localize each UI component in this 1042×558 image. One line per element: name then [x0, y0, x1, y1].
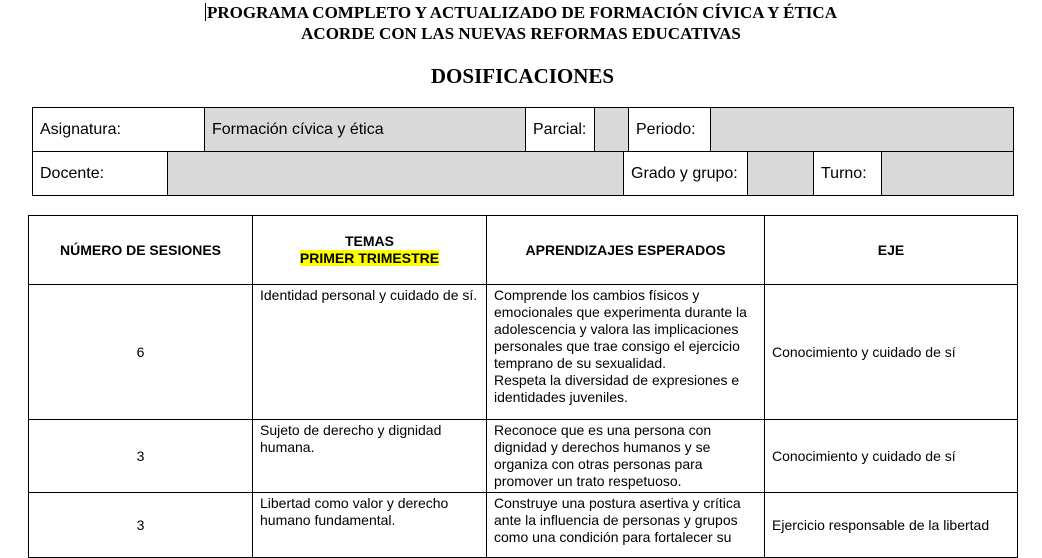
parcial-field[interactable]	[595, 108, 629, 152]
asignatura-field[interactable]: Formación cívica y ética	[205, 108, 526, 152]
sesiones-cell: 6	[29, 285, 253, 420]
document-title-line1	[0, 2, 1042, 23]
tema-cell: Identidad personal y cuidado de sí.	[253, 285, 487, 420]
table-row	[29, 285, 1018, 420]
sesiones-cell: 3	[29, 493, 253, 558]
tema-cell: Libertad como valor y derecho humano fundamental.	[253, 493, 487, 558]
header-temas	[253, 216, 487, 285]
grado-field[interactable]	[748, 152, 814, 196]
header-temas-label: TEMAS	[345, 233, 394, 249]
header-sesiones: NÚMERO DE SESIONES	[29, 216, 253, 285]
parcial-label: Parcial:	[526, 108, 595, 152]
document-title-line2: ACORDE CON LAS NUEVAS REFORMAS EDUCATIVAS	[301, 24, 741, 43]
table-row	[29, 420, 1018, 493]
periodo-label: Periodo:	[629, 108, 711, 152]
header-aprendizajes: APRENDIZAJES ESPERADOS	[487, 216, 765, 285]
eje-cell: Ejercicio responsable de la libertad	[765, 493, 1018, 558]
header-eje: EJE	[765, 216, 1018, 285]
sesiones-cell: 3	[29, 420, 253, 493]
aprendizaje-cell: Construye una postura asertiva y crítica ante la influencia de personas y grupos como una condición para fortalecer su	[487, 493, 765, 558]
eje-cell: Conocimiento y cuidado de sí	[765, 420, 1018, 493]
asignatura-label: Asignatura:	[33, 108, 205, 152]
aprendizaje-text: Comprende los cambios físicos y emocionales que experimenta durante la adolescencia y valora las implicaciones personales que trae consigo el ejercicio temprano de su sexualidad.	[494, 287, 747, 371]
docente-field[interactable]	[168, 152, 624, 196]
aprendizaje-text: Respeta la diversidad de expresiones e identidades juveniles.	[494, 372, 740, 405]
title-text-1: PROGRAMA COMPLETO Y ACTUALIZADO DE FORMACIÓN CÍVICA Y ÉTICA	[207, 3, 837, 22]
turno-field[interactable]	[882, 152, 1014, 196]
docente-label: Docente:	[33, 152, 168, 196]
trimestre-highlight: PRIMER TRIMESTRE	[299, 250, 440, 266]
section-heading: DOSIFICACIONES	[430, 64, 615, 88]
text-cursor	[205, 3, 206, 21]
dosificacion-table	[28, 215, 1018, 558]
info-table-row2	[32, 151, 1014, 196]
table-row	[29, 493, 1018, 558]
grado-label: Grado y grupo:	[624, 152, 748, 196]
eje-cell: Conocimiento y cuidado de sí	[765, 285, 1018, 420]
turno-label: Turno:	[814, 152, 882, 196]
info-table-row1	[32, 107, 1014, 152]
periodo-field[interactable]	[711, 108, 1014, 152]
aprendizaje-cell	[487, 285, 765, 420]
aprendizaje-cell: Reconoce que es una persona con dignidad y derechos humanos y se organiza con otras personas para promover un trato respetuoso.	[487, 420, 765, 493]
table-header-row	[29, 216, 1018, 285]
tema-cell: Sujeto de derecho y dignidad humana.	[253, 420, 487, 493]
